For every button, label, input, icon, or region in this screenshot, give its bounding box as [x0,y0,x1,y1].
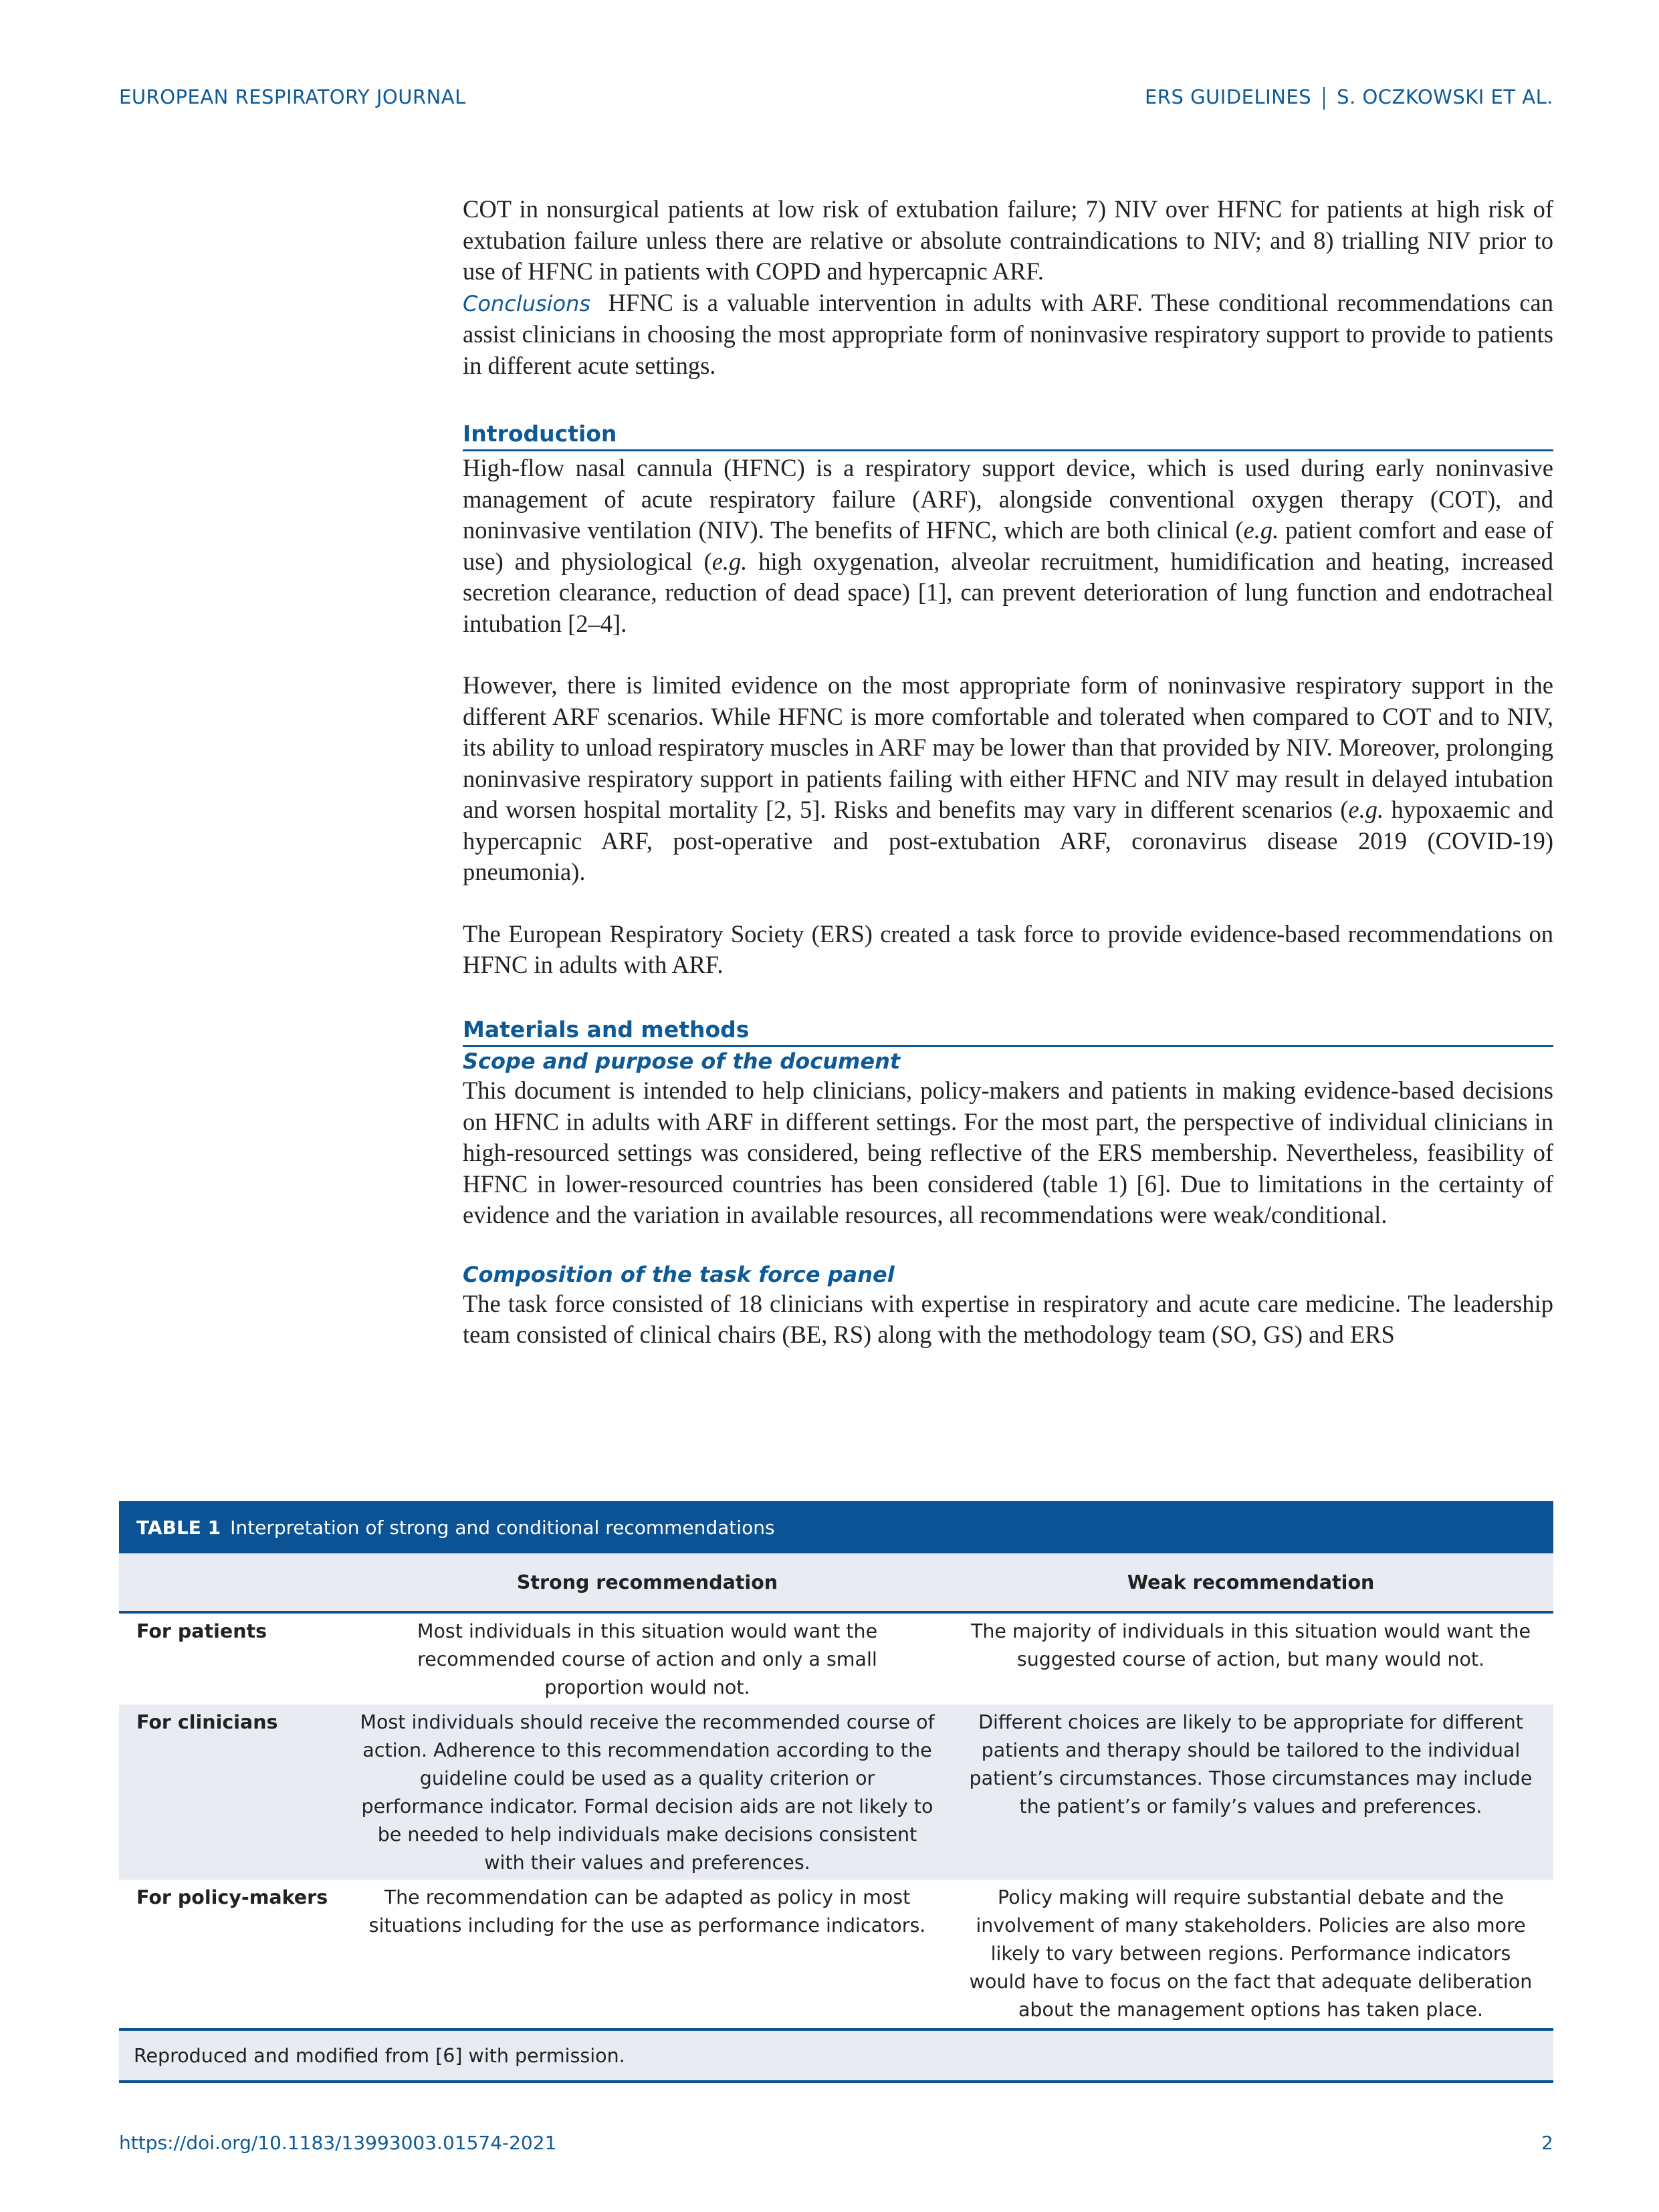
page-number: 2 [1541,2132,1553,2154]
introduction-paragraph-3: The European Respiratory Society (ERS) created a task force to provide evidence-based recommendations on HFNC in adults with ARF. [463,919,1553,978]
scope-heading: Scope and purpose of the document [463,1048,901,1074]
text-run: hypoxaemic and hypercapnic ARF, post-operative and post-extubation ARF, coronavirus disease 2019 (COVID-19) pneumonia). [463,796,1553,885]
abstract-text: COT in nonsurgical patients at low risk of extubation failure; 7) NIV over HFNC for patients at high risk of extubation failure unless there are relative or absolute contraindications to NIV; and 8) trialling NIV prior to use of HFNC in patients with COPD and hypercapnic ARF. [463,195,1553,285]
text-run: patient comfort and ease of use) and physiological ( [463,516,1554,575]
abstract-continuation [463,194,1553,381]
row-label: For clinicians [136,1711,278,1733]
column-header-weak: Weak recommendation [1127,1571,1375,1593]
strong-cell: Most individuals in this situation would want the recommended course of action and only a small proportion would not. [417,1620,878,1698]
weak-cell: Different choices are likely to be appropriate for different patients and therapy should be tailored to the individual patient’s circumstances. Those circumstances may include the patient’s or family’s values and preferences. [969,1711,1533,1817]
table-caption [119,1501,1553,1553]
table-footnote: Reproduced and modified from [6] with permission. [119,2028,1553,2083]
conclusions-paragraph [463,288,1553,382]
table-row [119,1880,1553,2027]
conclusions-text: HFNC is a valuable intervention in adults with ARF. These conditional recommendations can assist clinicians in choosing the most appropriate form of noninvasive respiratory support to provide to patients in different acute settings. [463,288,1554,379]
text-run: However, there is limited evidence on the most appropriate form of noninvasive respiratory support in the different ARF scenarios. While HFNC is more comfortable and tolerated when compared to COT and to NIV, its ability to unload respiratory muscles in ARF may be lower than that provided by NIV. Moreover, prolonging noninvasive respiratory support in patients failing with either HFNC and NIV may result in delayed intubation and worsen hospital mortality [2, 5]. Risks and benefits may vary in different scenarios ( [463,671,1553,823]
table-header-row [119,1553,1553,1614]
header-divider [1323,87,1325,110]
composition-paragraph: The task force consisted of 18 clinicians with expertise in respiratory and acute care medicine. The leadership team consisted of clinical chairs (BE, RS) along with the methodology team (SO, GS) and ERS [463,1289,1553,1348]
introduction-paragraph-1 [463,453,1553,639]
section-label: ERS GUIDELINES [1144,86,1312,108]
text-run-italic: e.g. [1243,516,1279,544]
conclusions-label: Conclusions [463,290,591,316]
weak-cell: The majority of individuals in this situation would want the suggested course of action, but many would not. [970,1620,1531,1670]
methods-heading: Materials and methods [463,1016,1553,1047]
row-label: For policy-makers [136,1886,328,1908]
table-title: Interpretation of strong and conditional recommendations [230,1516,775,1539]
column-header-strong: Strong recommendation [516,1571,778,1593]
text-run: High-flow nasal cannula (HFNC) is a respiratory support device, which is used during early noninvasive management of acute respiratory failure (ARF), alongside conventional oxygen therapy (COT), and noninvasive ventilation (NIV). The benefits of HFNC, which are both clinical ( [463,454,1553,544]
scope-paragraph: This document is intended to help clinicians, policy-makers and patients in making evidence-based decisions on HFNC in adults with ARF in different settings. For the most part, the perspective of individual clinicians in high-resourced settings was considered, being reflective of the ERS membership. Nevertheless, feasibility of HFNC in lower-resourced countries has been considered (table 1) [6]. Due to limitations in the certainty of evidence and the variation in available resources, all recommendations were weak/conditional. [463,1077,1553,1228]
weak-cell: Policy making will require substantial debate and the involvement of many stakeholders. Policies are also more likely to vary between regions. Performance indicators would have to focus on the fact that adequate deliberation about the management options has taken place. [969,1886,1533,2021]
composition-heading: Composition of the task force panel [463,1261,895,1287]
table-row [119,1704,1553,1880]
introduction-paragraph-2 [463,670,1553,888]
table-row [119,1614,1553,1704]
running-head [1145,86,1553,110]
introduction-section [463,420,1553,981]
row-label: For patients [136,1620,267,1642]
authors-label: S. OCZKOWSKI ET AL. [1337,86,1553,108]
text-run-italic: e.g. [711,547,748,575]
journal-name: EUROPEAN RESPIRATORY JOURNAL [119,86,466,108]
methods-section [463,1016,1553,1351]
table-label: TABLE 1 [136,1516,221,1539]
strong-cell: The recommendation can be adapted as policy in most situations including for the use as performance indicators. [368,1886,926,1937]
text-run: high oxygenation, alveolar recruitment, humidification and heating, increased secretion clearance, reduction of dead space) [1], can prevent deterioration of lung function and endotracheal intubation [2–4]. [463,547,1553,637]
strong-cell: Most individuals should receive the recommended course of action. Adherence to this recommendation according to the guideline could be used as a quality criterion or performance indicator. Formal decision aids are not likely to be needed to help individuals make decisions consistent with their values and preferences. [360,1711,935,1874]
text-run-italic: e.g. [1348,796,1384,823]
doi-link[interactable]: https://doi.org/10.1183/13993003.01574-2021 [119,2132,557,2154]
introduction-heading: Introduction [463,420,1553,451]
table-1 [119,1501,1553,2083]
